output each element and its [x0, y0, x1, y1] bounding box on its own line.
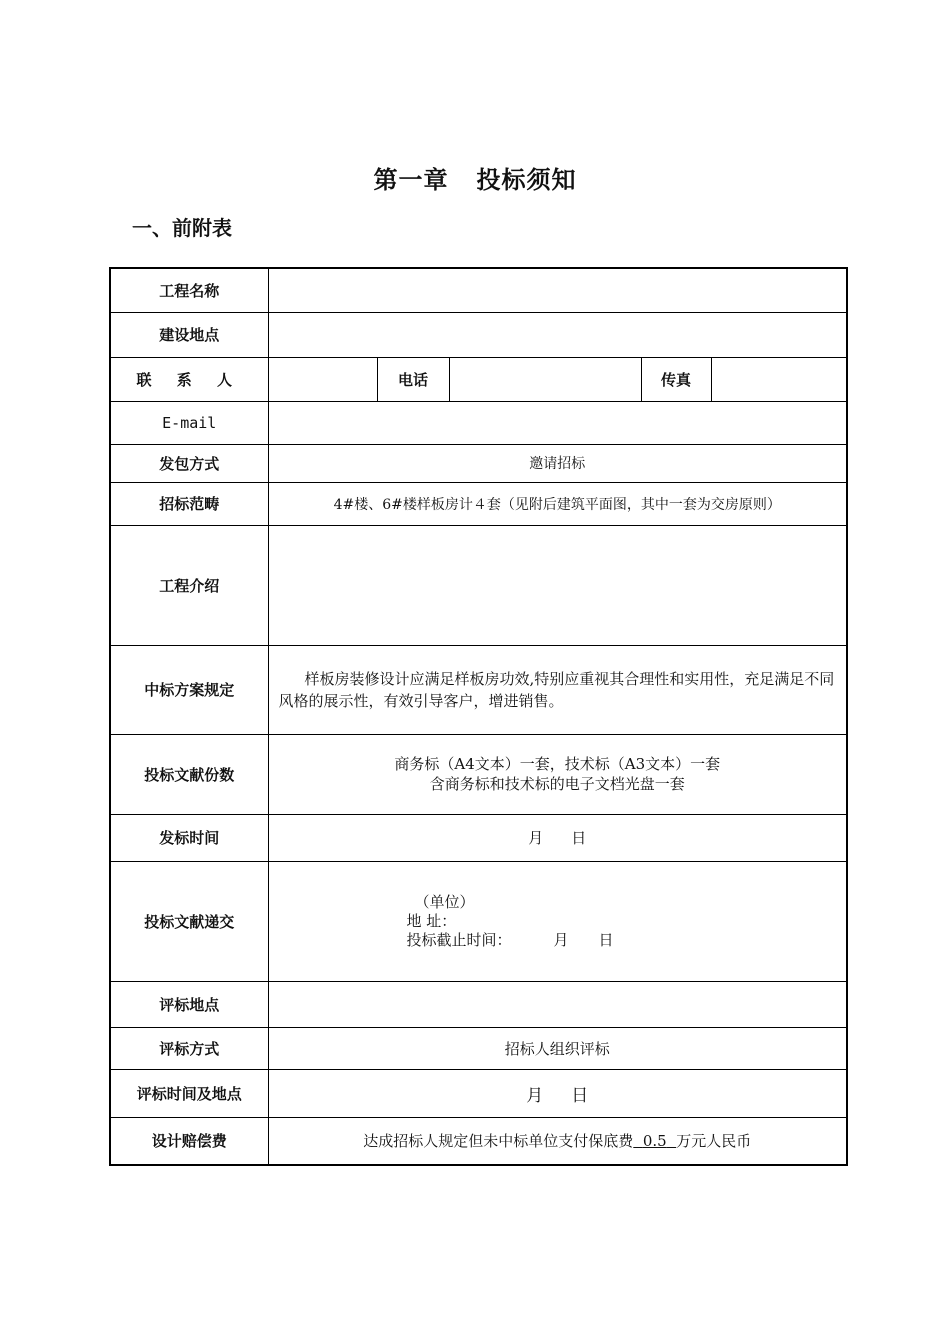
doc-copies-line1: 商务标（A4文本）一套，技术标（A3文本）一套 [394, 755, 721, 773]
winning-rules-label: 中标方案规定 [110, 645, 268, 734]
issue-time-label: 发标时间 [110, 814, 268, 861]
contact-value [268, 357, 377, 401]
submission-label: 投标文献递交 [110, 861, 268, 981]
location-value [268, 312, 847, 357]
scope-value: 4#楼、6#楼样板房计４套（见附后建筑平面图，其中一套为交房原则） [268, 482, 847, 525]
eval-month: 月 [526, 1085, 544, 1106]
table-row [110, 861, 847, 981]
phone-value [449, 357, 641, 401]
eval-place-value [268, 981, 847, 1027]
table-row [110, 645, 847, 734]
table-row [110, 401, 847, 444]
compensation-amount: 0.5 [642, 1132, 667, 1151]
submission-month: 月 [553, 930, 569, 949]
phone-label: 电话 [377, 357, 449, 401]
table-row [110, 1069, 847, 1117]
compensation-label: 设计赔偿费 [110, 1117, 268, 1165]
chapter-name: 投标须知 [476, 166, 577, 194]
contract-method-label: 发包方式 [110, 444, 268, 482]
email-value [268, 401, 847, 444]
intro-label: 工程介绍 [110, 525, 268, 645]
eval-method-value: 招标人组织评标 [268, 1027, 847, 1069]
table-row [110, 1027, 847, 1069]
eval-place-label: 评标地点 [110, 981, 268, 1027]
submission-cell [268, 861, 847, 981]
eval-day: 日 [571, 1085, 589, 1106]
issue-day: 日 [571, 829, 587, 847]
table-row [110, 1117, 847, 1165]
doc-copies-label: 投标文献份数 [110, 734, 268, 814]
compensation-amount-wrap [633, 1132, 676, 1150]
email-label: E-mail [110, 401, 268, 444]
appendix-table [109, 267, 848, 1166]
table-row [110, 814, 847, 861]
scope-label: 招标范畴 [110, 482, 268, 525]
chapter-title [0, 160, 950, 195]
submission-deadline: 投标截止时间： [406, 930, 512, 949]
fax-value [711, 357, 847, 401]
table-row [110, 444, 847, 482]
submission-day: 日 [598, 930, 614, 949]
submission-deadline-line [407, 931, 847, 950]
table-row [110, 525, 847, 645]
compensation-suffix: 万元人民币 [676, 1132, 752, 1151]
table-row [110, 981, 847, 1027]
issue-time-cell [268, 814, 847, 861]
table-row [110, 268, 847, 312]
compensation-cell [268, 1117, 847, 1165]
eval-time-label: 评标时间及地点 [110, 1069, 268, 1117]
table-row [110, 312, 847, 357]
winning-rules-cell [268, 645, 847, 734]
doc-copies-line2: 含商务标和技术标的电子文档光盘一套 [429, 775, 685, 793]
table-row [110, 734, 847, 814]
submission-unit: （单位） [414, 892, 475, 911]
table-row [110, 482, 847, 525]
section-heading: 一、前附表 [132, 216, 232, 240]
contract-method-value: 邀请招标 [268, 444, 847, 482]
project-name-label: 工程名称 [110, 268, 268, 312]
table-row [110, 357, 847, 401]
submission-address: 地 址： [406, 911, 457, 930]
fax-label: 传真 [641, 357, 711, 401]
contact-label: 联 系 人 [110, 357, 268, 401]
issue-month: 月 [528, 829, 544, 847]
location-label: 建设地点 [110, 312, 268, 357]
project-name-value [268, 268, 847, 312]
eval-method-label: 评标方式 [110, 1027, 268, 1069]
eval-time-cell [268, 1069, 847, 1117]
winning-rules-value: 样板房装修设计应满足样板房功效,特别应重视其合理性和实用性，充足满足不同风格的展示性，有效引导客户，增进销售。 [278, 669, 835, 710]
doc-copies-cell [268, 734, 847, 814]
intro-value [268, 525, 847, 645]
compensation-prefix: 达成招标人规定但未中标单位支付保底费 [363, 1132, 634, 1151]
chapter-number: 第一章 [373, 166, 449, 194]
